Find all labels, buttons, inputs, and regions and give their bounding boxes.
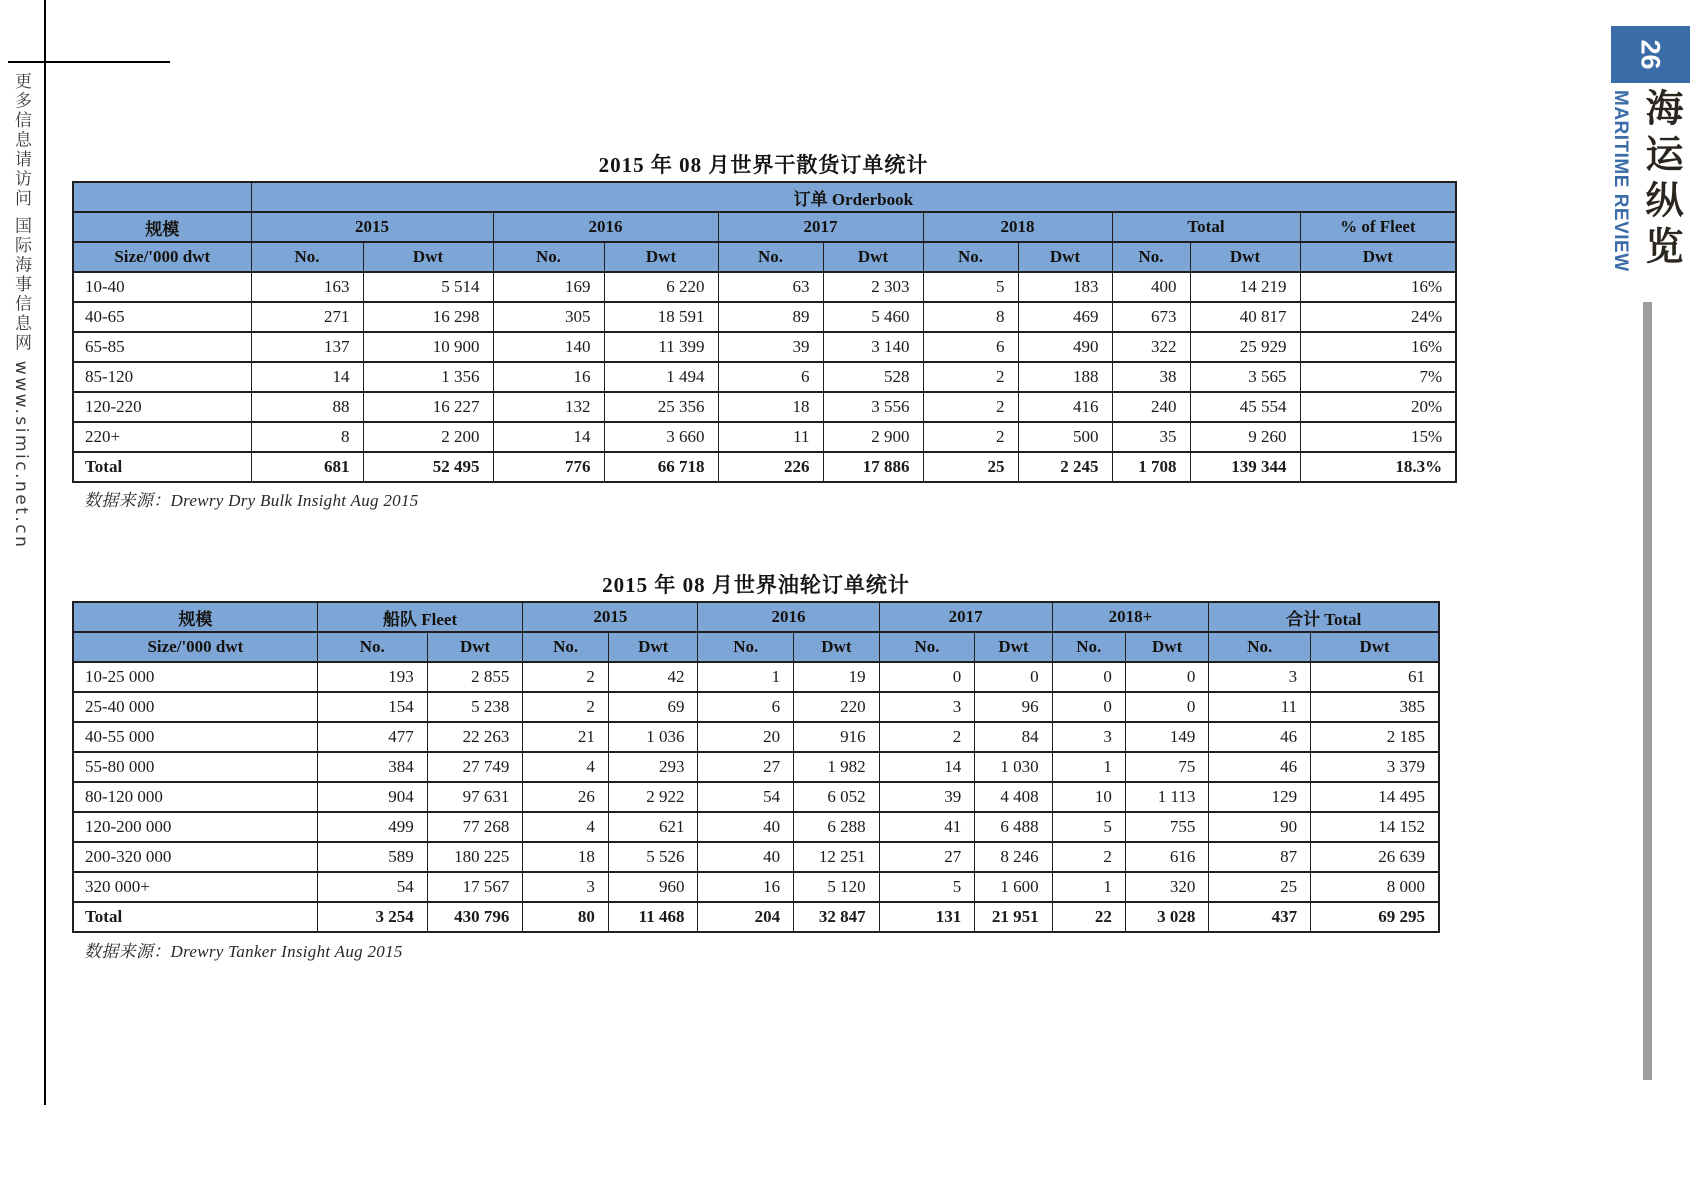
value-cell: 4 408 bbox=[975, 782, 1052, 812]
orderbook-header-row bbox=[73, 182, 1456, 212]
value-cell: 40 817 bbox=[1190, 302, 1300, 332]
value-cell: 27 749 bbox=[427, 752, 523, 782]
value-cell: 904 bbox=[317, 782, 427, 812]
value-cell: 1 494 bbox=[604, 362, 718, 392]
value-cell: 2 185 bbox=[1311, 722, 1439, 752]
value-cell: 226 bbox=[718, 452, 823, 482]
value-cell: 776 bbox=[493, 452, 604, 482]
size-header-cn: 规模 bbox=[73, 212, 251, 242]
value-cell: 1 113 bbox=[1125, 782, 1208, 812]
value-cell: 39 bbox=[879, 782, 975, 812]
no-header: No. bbox=[317, 632, 427, 662]
group-header-row bbox=[73, 602, 1439, 632]
value-cell: 17 567 bbox=[427, 872, 523, 902]
value-cell: 61 bbox=[1311, 662, 1439, 692]
group-header-2017: 2017 bbox=[879, 602, 1052, 632]
no-header: No. bbox=[1052, 632, 1125, 662]
value-cell: 16 298 bbox=[363, 302, 493, 332]
value-cell: 193 bbox=[317, 662, 427, 692]
value-cell: 3 660 bbox=[604, 422, 718, 452]
value-cell: 18.3% bbox=[1300, 452, 1456, 482]
value-cell: 132 bbox=[493, 392, 604, 422]
value-cell: 10 900 bbox=[363, 332, 493, 362]
no-header: No. bbox=[923, 242, 1018, 272]
value-cell: 0 bbox=[1052, 692, 1125, 722]
value-cell: 69 bbox=[608, 692, 698, 722]
value-cell: 154 bbox=[317, 692, 427, 722]
value-cell: 5 460 bbox=[823, 302, 923, 332]
value-cell: 293 bbox=[608, 752, 698, 782]
value-cell: 2 245 bbox=[1018, 452, 1112, 482]
value-cell: 7% bbox=[1300, 362, 1456, 392]
value-cell: 240 bbox=[1112, 392, 1190, 422]
orderbook-header: 订单 Orderbook bbox=[251, 182, 1456, 212]
value-cell: 271 bbox=[251, 302, 363, 332]
value-cell: 0 bbox=[975, 662, 1052, 692]
table-row bbox=[73, 392, 1456, 422]
dwt-header: Dwt bbox=[1018, 242, 1112, 272]
value-cell: 84 bbox=[975, 722, 1052, 752]
value-cell: 1 036 bbox=[608, 722, 698, 752]
value-cell: 11 468 bbox=[608, 902, 698, 932]
value-cell: 1 356 bbox=[363, 362, 493, 392]
size-header-cn: 规模 bbox=[73, 602, 317, 632]
dwt-header: Dwt bbox=[427, 632, 523, 662]
value-cell: 15% bbox=[1300, 422, 1456, 452]
value-cell: 18 bbox=[718, 392, 823, 422]
value-cell: 2 303 bbox=[823, 272, 923, 302]
value-cell: 6 488 bbox=[975, 812, 1052, 842]
value-cell: 500 bbox=[1018, 422, 1112, 452]
value-cell: 322 bbox=[1112, 332, 1190, 362]
table-row bbox=[73, 752, 1439, 782]
value-cell: 69 295 bbox=[1311, 902, 1439, 932]
value-cell: 16 bbox=[698, 872, 794, 902]
value-cell: 14 152 bbox=[1311, 812, 1439, 842]
no-header: No. bbox=[523, 632, 609, 662]
value-cell: 6 bbox=[718, 362, 823, 392]
value-cell: 6 052 bbox=[794, 782, 880, 812]
value-cell: 320 bbox=[1125, 872, 1208, 902]
value-cell: 26 639 bbox=[1311, 842, 1439, 872]
value-cell: 8 000 bbox=[1311, 872, 1439, 902]
value-cell: 11 bbox=[718, 422, 823, 452]
section-title-english: MARITIME REVIEW bbox=[1610, 90, 1631, 272]
value-cell: 87 bbox=[1209, 842, 1311, 872]
value-cell: 2 bbox=[523, 662, 609, 692]
value-cell: 3 140 bbox=[823, 332, 923, 362]
value-cell: 18 bbox=[523, 842, 609, 872]
value-cell: 528 bbox=[823, 362, 923, 392]
page-number-box bbox=[1611, 26, 1690, 83]
value-cell: 16% bbox=[1300, 332, 1456, 362]
value-cell: 5 526 bbox=[608, 842, 698, 872]
value-cell: 40 bbox=[698, 812, 794, 842]
value-cell: 97 631 bbox=[427, 782, 523, 812]
value-cell: 20% bbox=[1300, 392, 1456, 422]
table-row bbox=[73, 842, 1439, 872]
value-cell: 66 718 bbox=[604, 452, 718, 482]
group-header-2018plus: 2018+ bbox=[1052, 602, 1209, 632]
value-cell: 169 bbox=[493, 272, 604, 302]
total-row bbox=[73, 902, 1439, 932]
dwt-header: Dwt bbox=[604, 242, 718, 272]
value-cell: 75 bbox=[1125, 752, 1208, 782]
value-cell: 46 bbox=[1209, 752, 1311, 782]
value-cell: 10 bbox=[1052, 782, 1125, 812]
table-row bbox=[73, 812, 1439, 842]
table-row bbox=[73, 782, 1439, 812]
value-cell: 20 bbox=[698, 722, 794, 752]
value-cell: 384 bbox=[317, 752, 427, 782]
value-cell: 3 bbox=[1052, 722, 1125, 752]
value-cell: 32 847 bbox=[794, 902, 880, 932]
value-cell: 54 bbox=[698, 782, 794, 812]
group-header-row bbox=[73, 212, 1456, 242]
size-cell: 80-120 000 bbox=[73, 782, 317, 812]
group-header-2015: 2015 bbox=[523, 602, 698, 632]
value-cell: 41 bbox=[879, 812, 975, 842]
value-cell: 1 bbox=[1052, 752, 1125, 782]
no-header: No. bbox=[493, 242, 604, 272]
value-cell: 416 bbox=[1018, 392, 1112, 422]
table-row bbox=[73, 662, 1439, 692]
value-cell: 88 bbox=[251, 392, 363, 422]
value-cell: 9 260 bbox=[1190, 422, 1300, 452]
value-cell: 2 bbox=[923, 422, 1018, 452]
value-cell: 6 bbox=[923, 332, 1018, 362]
dwt-header: Dwt bbox=[608, 632, 698, 662]
dwt-header: Dwt bbox=[794, 632, 880, 662]
value-cell: 14 219 bbox=[1190, 272, 1300, 302]
right-gray-bar bbox=[1643, 302, 1652, 1080]
dwt-header: Dwt bbox=[823, 242, 923, 272]
value-cell: 220 bbox=[794, 692, 880, 722]
size-cell: Total bbox=[73, 452, 251, 482]
value-cell: 4 bbox=[523, 752, 609, 782]
value-cell: 430 796 bbox=[427, 902, 523, 932]
no-header: No. bbox=[718, 242, 823, 272]
value-cell: 19 bbox=[794, 662, 880, 692]
value-cell: 2 200 bbox=[363, 422, 493, 452]
subheader-row bbox=[73, 242, 1456, 272]
table-row bbox=[73, 872, 1439, 902]
total-row bbox=[73, 452, 1456, 482]
value-cell: 2 bbox=[879, 722, 975, 752]
value-cell: 163 bbox=[251, 272, 363, 302]
value-cell: 38 bbox=[1112, 362, 1190, 392]
dry-bulk-source-note: 数据来源：Drewry Dry Bulk Insight Aug 2015 bbox=[84, 491, 419, 510]
value-cell: 0 bbox=[1052, 662, 1125, 692]
value-cell: 42 bbox=[608, 662, 698, 692]
group-header-fleet: 船队 Fleet bbox=[317, 602, 523, 632]
value-cell: 916 bbox=[794, 722, 880, 752]
value-cell: 183 bbox=[1018, 272, 1112, 302]
value-cell: 89 bbox=[718, 302, 823, 332]
value-cell: 5 bbox=[1052, 812, 1125, 842]
table-row bbox=[73, 272, 1456, 302]
value-cell: 1 708 bbox=[1112, 452, 1190, 482]
value-cell: 129 bbox=[1209, 782, 1311, 812]
value-cell: 8 bbox=[923, 302, 1018, 332]
value-cell: 11 399 bbox=[604, 332, 718, 362]
value-cell: 3 028 bbox=[1125, 902, 1208, 932]
value-cell: 149 bbox=[1125, 722, 1208, 752]
value-cell: 25 929 bbox=[1190, 332, 1300, 362]
subheader-row bbox=[73, 632, 1439, 662]
size-header-en: Size/'000 dwt bbox=[73, 242, 251, 272]
value-cell: 3 556 bbox=[823, 392, 923, 422]
tanker-table-title: 2015 年 08 月世界油轮订单统计 bbox=[602, 573, 910, 597]
value-cell: 1 600 bbox=[975, 872, 1052, 902]
value-cell: 673 bbox=[1112, 302, 1190, 332]
value-cell: 77 268 bbox=[427, 812, 523, 842]
value-cell: 5 bbox=[879, 872, 975, 902]
value-cell: 27 bbox=[879, 842, 975, 872]
value-cell: 5 238 bbox=[427, 692, 523, 722]
table-row bbox=[73, 422, 1456, 452]
value-cell: 960 bbox=[608, 872, 698, 902]
no-header: No. bbox=[1112, 242, 1190, 272]
value-cell: 2 855 bbox=[427, 662, 523, 692]
size-cell: 120-200 000 bbox=[73, 812, 317, 842]
value-cell: 3 379 bbox=[1311, 752, 1439, 782]
value-cell: 45 554 bbox=[1190, 392, 1300, 422]
tanker-orderbook-table bbox=[72, 601, 1440, 933]
value-cell: 2 bbox=[923, 362, 1018, 392]
value-cell: 17 886 bbox=[823, 452, 923, 482]
value-cell: 90 bbox=[1209, 812, 1311, 842]
value-cell: 2 bbox=[523, 692, 609, 722]
value-cell: 35 bbox=[1112, 422, 1190, 452]
value-cell: 188 bbox=[1018, 362, 1112, 392]
value-cell: 490 bbox=[1018, 332, 1112, 362]
value-cell: 26 bbox=[523, 782, 609, 812]
size-cell: 10-40 bbox=[73, 272, 251, 302]
value-cell: 3 565 bbox=[1190, 362, 1300, 392]
value-cell: 8 bbox=[251, 422, 363, 452]
no-header: No. bbox=[698, 632, 794, 662]
value-cell: 25 bbox=[1209, 872, 1311, 902]
size-cell: 200-320 000 bbox=[73, 842, 317, 872]
value-cell: 52 495 bbox=[363, 452, 493, 482]
value-cell: 14 bbox=[493, 422, 604, 452]
value-cell: 16 227 bbox=[363, 392, 493, 422]
value-cell: 2 900 bbox=[823, 422, 923, 452]
dwt-header: Dwt bbox=[363, 242, 493, 272]
table-row bbox=[73, 362, 1456, 392]
group-header-2016: 2016 bbox=[698, 602, 879, 632]
left-vertical-rule bbox=[44, 0, 46, 1105]
size-cell: Total bbox=[73, 902, 317, 932]
size-cell: 85-120 bbox=[73, 362, 251, 392]
dwt-header: Dwt bbox=[975, 632, 1052, 662]
value-cell: 469 bbox=[1018, 302, 1112, 332]
value-cell: 4 bbox=[523, 812, 609, 842]
size-header-en: Size/'000 dwt bbox=[73, 632, 317, 662]
value-cell: 616 bbox=[1125, 842, 1208, 872]
value-cell: 54 bbox=[317, 872, 427, 902]
size-cell: 40-65 bbox=[73, 302, 251, 332]
value-cell: 305 bbox=[493, 302, 604, 332]
value-cell: 681 bbox=[251, 452, 363, 482]
value-cell: 63 bbox=[718, 272, 823, 302]
page-number: 26 bbox=[1635, 39, 1666, 70]
value-cell: 2 bbox=[1052, 842, 1125, 872]
value-cell: 22 bbox=[1052, 902, 1125, 932]
value-cell: 16% bbox=[1300, 272, 1456, 302]
value-cell: 25 356 bbox=[604, 392, 718, 422]
value-cell: 6 288 bbox=[794, 812, 880, 842]
size-cell: 10-25 000 bbox=[73, 662, 317, 692]
value-cell: 0 bbox=[1125, 692, 1208, 722]
no-header: No. bbox=[879, 632, 975, 662]
value-cell: 46 bbox=[1209, 722, 1311, 752]
section-title-chinese: 海运纵览 bbox=[1639, 88, 1683, 272]
value-cell: 1 030 bbox=[975, 752, 1052, 782]
group-header-total: 合计 Total bbox=[1209, 602, 1439, 632]
value-cell: 80 bbox=[523, 902, 609, 932]
value-cell: 25 bbox=[923, 452, 1018, 482]
value-cell: 137 bbox=[251, 332, 363, 362]
left-margin-note: 更多信息请访问 国际海事信息网 www.simic.net.cn bbox=[11, 72, 31, 550]
size-cell: 320 000+ bbox=[73, 872, 317, 902]
value-cell: 2 bbox=[923, 392, 1018, 422]
size-cell: 25-40 000 bbox=[73, 692, 317, 722]
value-cell: 385 bbox=[1311, 692, 1439, 722]
value-cell: 0 bbox=[1125, 662, 1208, 692]
value-cell: 16 bbox=[493, 362, 604, 392]
value-cell: 8 246 bbox=[975, 842, 1052, 872]
size-cell: 40-55 000 bbox=[73, 722, 317, 752]
no-header: No. bbox=[251, 242, 363, 272]
group-header-2015: 2015 bbox=[251, 212, 493, 242]
value-cell: 11 bbox=[1209, 692, 1311, 722]
value-cell: 1 bbox=[698, 662, 794, 692]
value-cell: 140 bbox=[493, 332, 604, 362]
value-cell: 3 bbox=[523, 872, 609, 902]
value-cell: 589 bbox=[317, 842, 427, 872]
group-header-total: Total bbox=[1112, 212, 1300, 242]
table-row bbox=[73, 302, 1456, 332]
value-cell: 2 922 bbox=[608, 782, 698, 812]
value-cell: 12 251 bbox=[794, 842, 880, 872]
table-row bbox=[73, 692, 1439, 722]
group-header-2017: 2017 bbox=[718, 212, 923, 242]
value-cell: 204 bbox=[698, 902, 794, 932]
value-cell: 39 bbox=[718, 332, 823, 362]
dwt-header: Dwt bbox=[1311, 632, 1439, 662]
value-cell: 180 225 bbox=[427, 842, 523, 872]
value-cell: 131 bbox=[879, 902, 975, 932]
value-cell: 5 bbox=[923, 272, 1018, 302]
size-cell: 65-85 bbox=[73, 332, 251, 362]
table-row bbox=[73, 332, 1456, 362]
value-cell: 21 951 bbox=[975, 902, 1052, 932]
value-cell: 14 495 bbox=[1311, 782, 1439, 812]
value-cell: 96 bbox=[975, 692, 1052, 722]
no-header: No. bbox=[1209, 632, 1311, 662]
value-cell: 21 bbox=[523, 722, 609, 752]
value-cell: 755 bbox=[1125, 812, 1208, 842]
value-cell: 3 bbox=[879, 692, 975, 722]
value-cell: 437 bbox=[1209, 902, 1311, 932]
value-cell: 3 bbox=[1209, 662, 1311, 692]
size-cell: 220+ bbox=[73, 422, 251, 452]
value-cell: 27 bbox=[698, 752, 794, 782]
value-cell: 499 bbox=[317, 812, 427, 842]
value-cell: 24% bbox=[1300, 302, 1456, 332]
value-cell: 139 344 bbox=[1190, 452, 1300, 482]
value-cell: 18 591 bbox=[604, 302, 718, 332]
table-row bbox=[73, 722, 1439, 752]
value-cell: 3 254 bbox=[317, 902, 427, 932]
group-header-2016: 2016 bbox=[493, 212, 718, 242]
group-header-pct-fleet: % of Fleet bbox=[1300, 212, 1456, 242]
size-cell: 55-80 000 bbox=[73, 752, 317, 782]
group-header-2018: 2018 bbox=[923, 212, 1112, 242]
blank-corner-cell bbox=[73, 182, 251, 212]
dwt-header: Dwt bbox=[1300, 242, 1456, 272]
tanker-source-note: 数据来源：Drewry Tanker Insight Aug 2015 bbox=[84, 942, 403, 961]
value-cell: 621 bbox=[608, 812, 698, 842]
value-cell: 5 514 bbox=[363, 272, 493, 302]
value-cell: 40 bbox=[698, 842, 794, 872]
value-cell: 6 220 bbox=[604, 272, 718, 302]
value-cell: 14 bbox=[879, 752, 975, 782]
value-cell: 1 bbox=[1052, 872, 1125, 902]
dwt-header: Dwt bbox=[1125, 632, 1208, 662]
value-cell: 22 263 bbox=[427, 722, 523, 752]
dry-bulk-orderbook-table bbox=[72, 181, 1457, 483]
value-cell: 6 bbox=[698, 692, 794, 722]
size-cell: 120-220 bbox=[73, 392, 251, 422]
dry-bulk-table-title: 2015 年 08 月世界干散货订单统计 bbox=[598, 153, 929, 177]
value-cell: 14 bbox=[251, 362, 363, 392]
value-cell: 1 982 bbox=[794, 752, 880, 782]
value-cell: 0 bbox=[879, 662, 975, 692]
dwt-header: Dwt bbox=[1190, 242, 1300, 272]
value-cell: 400 bbox=[1112, 272, 1190, 302]
left-horizontal-rule bbox=[8, 61, 170, 63]
value-cell: 477 bbox=[317, 722, 427, 752]
value-cell: 5 120 bbox=[794, 872, 880, 902]
